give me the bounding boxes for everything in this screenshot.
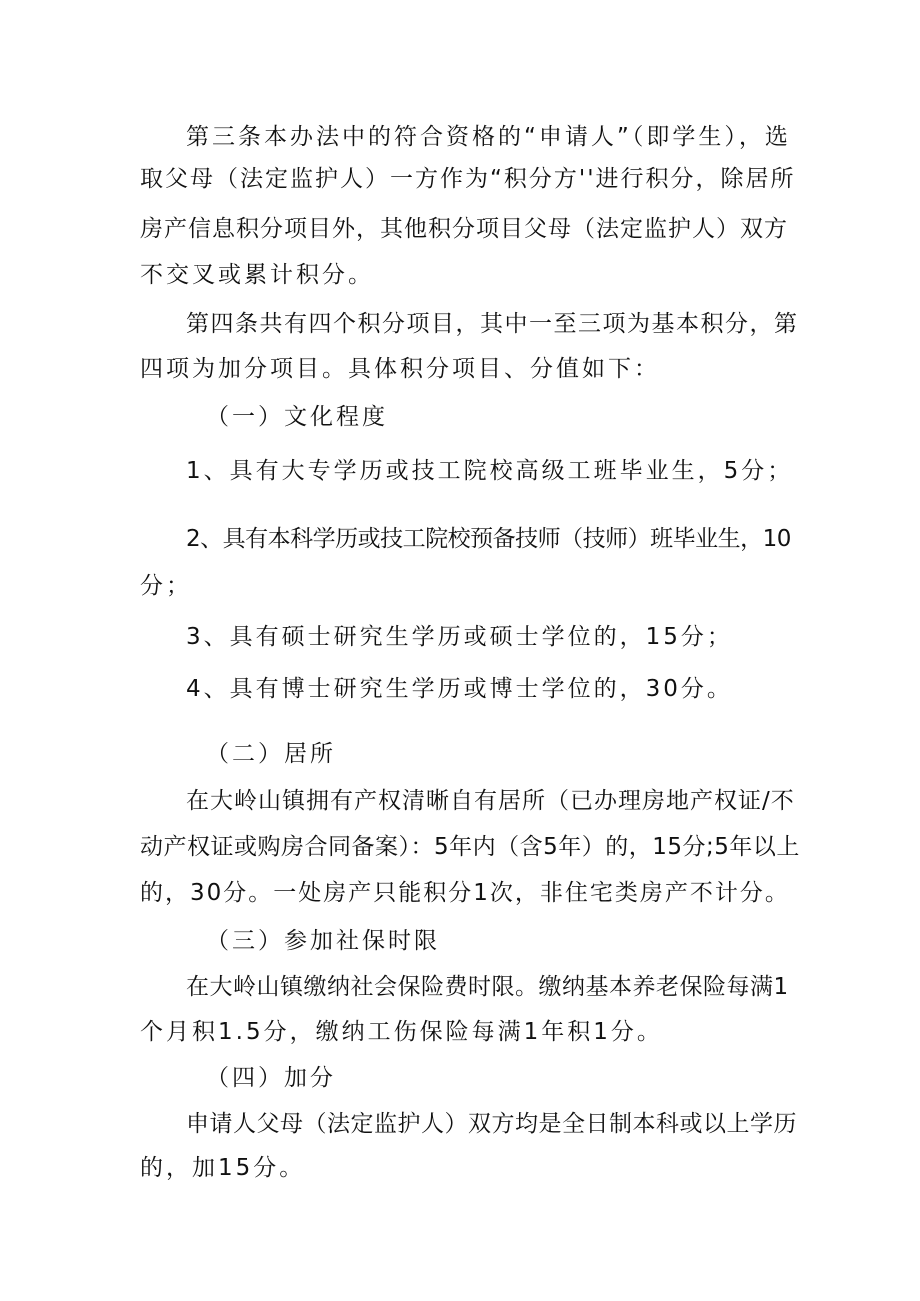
bonus-heading: （四）加分	[206, 1065, 336, 1091]
article3-line-2: 取父母（法定监护人）一方作为“积分方''进行积分，除居所	[140, 166, 796, 192]
education-heading: （一）文化程度	[206, 404, 388, 430]
residence-line-1: 在大岭山镇拥有产权清晰自有居所（已办理房地产权证/不	[186, 788, 795, 814]
bonus-line-1: 申请人父母（法定监护人）双方均是全日制本科或以上学历	[186, 1111, 797, 1137]
social-security-heading: （三）参加社保时限	[206, 928, 440, 954]
article4-line-2: 四项为加分项目。具体积分项目、分值如下：	[140, 356, 660, 382]
residence-heading: （二）居所	[206, 741, 336, 767]
article4-line-1: 第四条共有四个积分项目，其中一至三项为基本积分，第	[186, 311, 799, 337]
residence-line-3: 的，30分。一处房产只能积分1次，非住宅类房产不计分。	[140, 880, 790, 906]
education-item-1: 1、具有大专学历或技工院校高级工班毕业生，5分；	[186, 458, 794, 484]
education-item-3: 3、具有硕士研究生学历或硕士学位的，15分；	[186, 624, 733, 650]
article3-line-1: 第三条本办法中的符合资格的“申请人”（即学生），选	[186, 124, 791, 150]
article3-line-4: 不交叉或累计积分。	[140, 262, 374, 288]
education-item-2-cont: 分；	[140, 573, 192, 599]
article3-line-3: 房产信息积分项目外，其他积分项目父母（法定监护人）双方	[140, 216, 788, 242]
social-security-line-1: 在大岭山镇缴纳社会保险费时限。缴纳基本养老保险每满1	[186, 974, 789, 1000]
residence-line-2: 动产权证或购房合同备案）：5年内（含5年）的，15分;5年以上	[140, 834, 800, 860]
bonus-line-2: 的，加15分。	[140, 1155, 306, 1181]
social-security-line-2: 个月积1.5分，缴纳工伤保险每满1年积1分。	[140, 1019, 663, 1045]
education-item-2: 2、具有本科学历或技工院校预备技师（技师）班毕业生，10	[186, 526, 791, 552]
education-item-4: 4、具有博士研究生学历或博士学位的，30分。	[186, 676, 733, 702]
